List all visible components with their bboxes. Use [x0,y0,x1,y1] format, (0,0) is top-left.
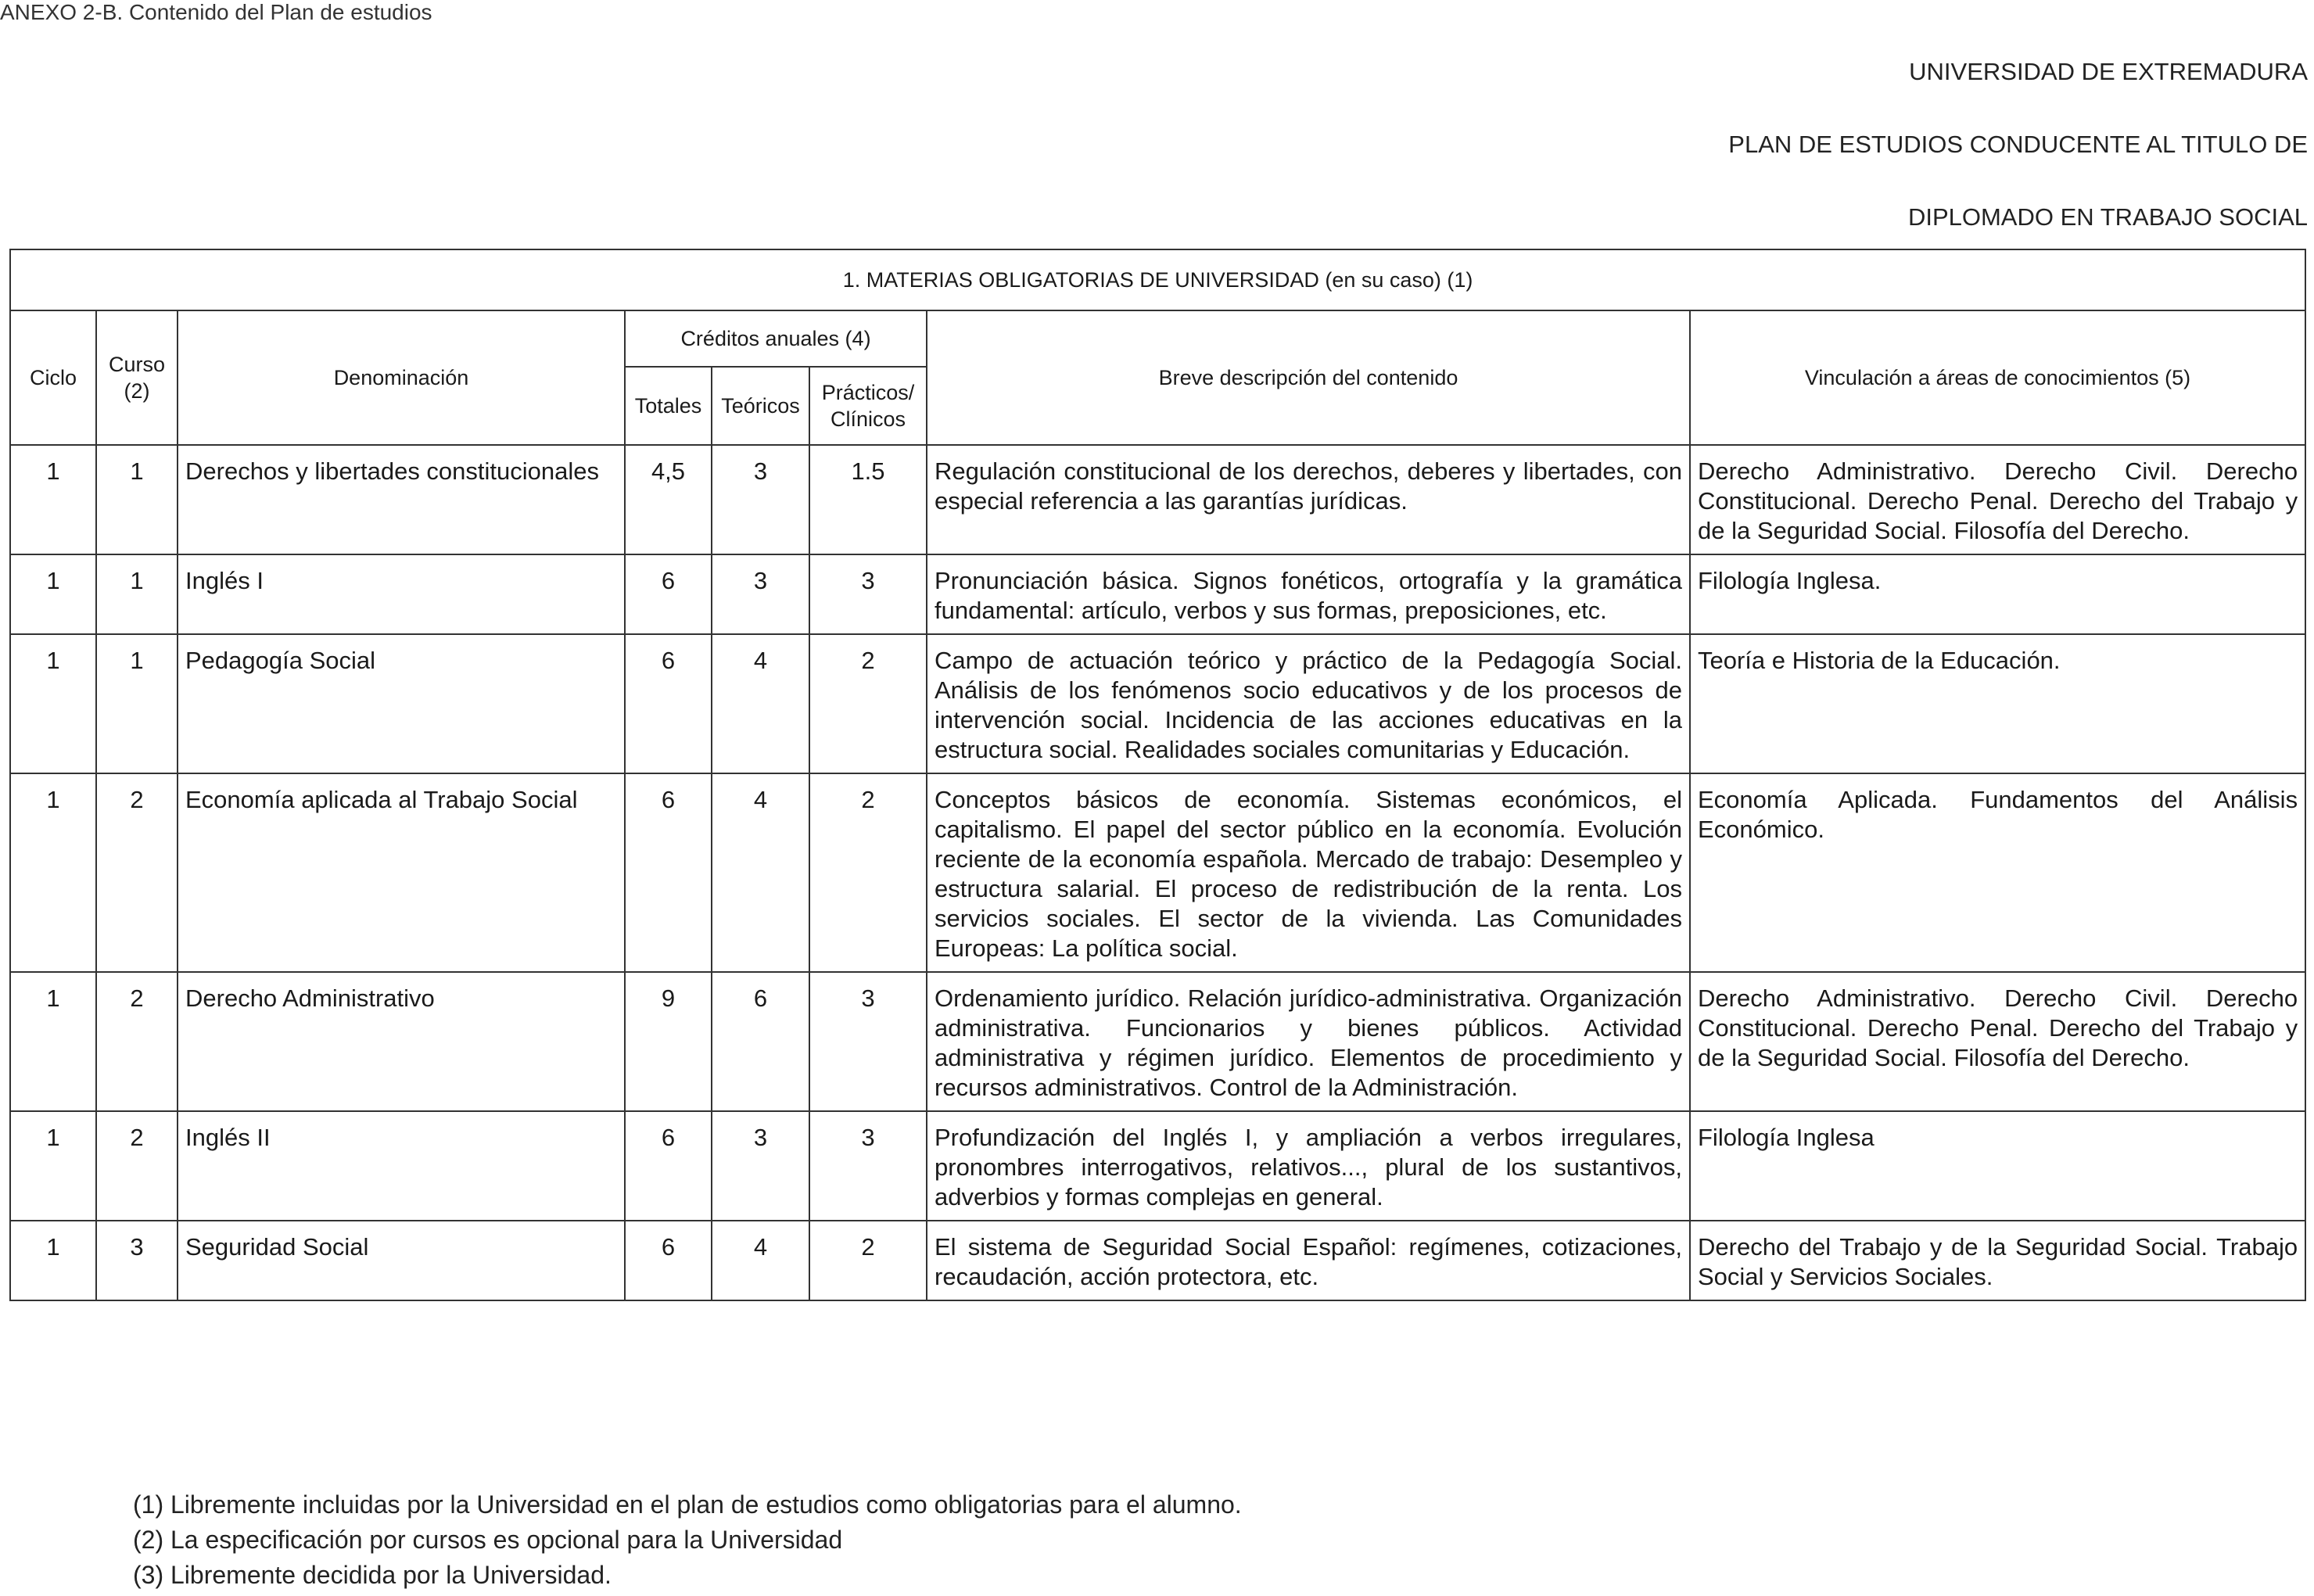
table-row [10,773,2305,972]
cell-totales: 6 [625,1221,712,1300]
cell-ciclo: 1 [10,1221,96,1300]
cell-ciclo: 1 [10,773,96,972]
cell-vinculacion: Teoría e Historia de la Educación. [1690,634,2305,773]
cell-totales: 6 [625,1111,712,1221]
cell-ciclo: 1 [10,972,96,1111]
cell-descripcion: El sistema de Seguridad Social Español: regímenes, cotizaciones, recaudación, acción protectora, etc. [927,1221,1690,1300]
cell-curso: 2 [96,972,178,1111]
col-header-denominacion: Denominación [178,310,625,445]
table-row [10,972,2305,1111]
cell-vinculacion: Filología Inglesa. [1690,554,2305,634]
col-header-totales: Totales [625,367,712,445]
col-header-practicos: Prácticos/ Clínicos [809,367,927,445]
cell-descripcion: Campo de actuación teórico y práctico de la Pedagogía Social. Análisis de los fenómenos socio educativos y de los procesos de intervención social. Incidencia de las acciones educativas en la estructura social. Realidades sociales comunitarias y Educación. [927,634,1690,773]
cell-descripcion: Ordenamiento jurídico. Relación jurídico-administrativa. Organización administrativa. Funcionarios y bienes públicos. Actividad administrativa y régimen jurídico. Elementos de procedimiento y recursos administrativos. Control de la Administración. [927,972,1690,1111]
table-row [10,554,2305,634]
document-header [1728,53,2308,235]
cell-curso: 2 [96,1111,178,1221]
table-body [10,445,2305,1300]
cell-denominacion: Inglés II [178,1111,625,1221]
plan-line: PLAN DE ESTUDIOS CONDUCENTE AL TITULO DE [1728,131,2308,158]
cell-descripcion: Regulación constitucional de los derechos, deberes y libertades, con especial referencia a las garantías jurídicas. [927,445,1690,554]
cell-teoricos: 6 [712,972,809,1111]
cell-denominacion: Derecho Administrativo [178,972,625,1111]
cell-practicos: 2 [809,773,927,972]
cell-ciclo: 1 [10,634,96,773]
cell-practicos: 2 [809,1221,927,1300]
cell-ciclo: 1 [10,1111,96,1221]
cell-curso: 3 [96,1221,178,1300]
cell-totales: 6 [625,773,712,972]
cell-teoricos: 4 [712,1221,809,1300]
cell-vinculacion: Filología Inglesa [1690,1111,2305,1221]
cell-denominacion: Seguridad Social [178,1221,625,1300]
cell-ciclo: 1 [10,445,96,554]
cell-practicos: 3 [809,1111,927,1221]
cell-teoricos: 3 [712,554,809,634]
cell-ciclo: 1 [10,554,96,634]
cell-teoricos: 3 [712,1111,809,1221]
cell-curso: 2 [96,773,178,972]
col-header-ciclo: Ciclo [10,310,96,445]
cell-denominacion: Inglés I [178,554,625,634]
university-name: UNIVERSIDAD DE EXTREMADURA [1909,58,2308,85]
footnotes [133,1487,1242,1593]
cell-practicos: 2 [809,634,927,773]
cell-totales: 9 [625,972,712,1111]
cell-curso: 1 [96,634,178,773]
cell-curso: 1 [96,445,178,554]
subjects-table [9,249,2306,1301]
table-title: 1. MATERIAS OBLIGATORIAS DE UNIVERSIDAD (en su caso) (1) [10,249,2305,310]
cell-teoricos: 3 [712,445,809,554]
cell-teoricos: 4 [712,773,809,972]
footnote-3: (3) Libremente decidida por la Universidad. [133,1561,612,1589]
annex-label: ANEXO 2-B. Contenido del Plan de estudios [0,0,432,24]
cell-vinculacion: Derecho Administrativo. Derecho Civil. Derecho Constitucional. Derecho Penal. Derecho del Trabajo y de la Seguridad Social. Filosofía del Derecho. [1690,972,2305,1111]
cell-vinculacion: Derecho Administrativo. Derecho Civil. Derecho Constitucional. Derecho Penal. Derecho del Trabajo y de la Seguridad Social. Filosofía del Derecho. [1690,445,2305,554]
cell-descripcion: Pronunciación básica. Signos fonéticos, ortografía y la gramática fundamental: artículo, verbos y sus formas, preposiciones, etc. [927,554,1690,634]
cell-teoricos: 4 [712,634,809,773]
cell-vinculacion: Economía Aplicada. Fundamentos del Análisis Económico. [1690,773,2305,972]
cell-denominacion: Pedagogía Social [178,634,625,773]
degree-title: DIPLOMADO EN TRABAJO SOCIAL [1907,203,2308,231]
cell-curso: 1 [96,554,178,634]
col-header-curso: Curso (2) [96,310,178,445]
footnote-2: (2) La especificación por cursos es opcional para la Universidad [133,1526,843,1554]
cell-descripcion: Profundización del Inglés I, y ampliación a verbos irregulares, pronombres interrogativos, relativos..., plural de los sustantivos, adverbios y formas complejas en general. [927,1111,1690,1221]
table-row [10,445,2305,554]
cell-denominacion: Derechos y libertades constitucionales [178,445,625,554]
cell-practicos: 3 [809,972,927,1111]
cell-practicos: 1.5 [809,445,927,554]
cell-denominacion: Economía aplicada al Trabajo Social [178,773,625,972]
cell-totales: 6 [625,634,712,773]
table-row [10,1111,2305,1221]
table-row [10,1221,2305,1300]
cell-practicos: 3 [809,554,927,634]
cell-totales: 4,5 [625,445,712,554]
cell-vinculacion: Derecho del Trabajo y de la Seguridad Social. Trabajo Social y Servicios Sociales. [1690,1221,2305,1300]
cell-totales: 6 [625,554,712,634]
footnote-1: (1) Libremente incluidas por la Universidad en el plan de estudios como obligatorias para el alumno. [133,1490,1242,1519]
col-header-vinculacion: Vinculación a áreas de conocimientos (5) [1690,310,2305,445]
col-header-creditos: Créditos anuales (4) [625,310,927,367]
col-header-descripcion: Breve descripción del contenido [927,310,1690,445]
cell-descripcion: Conceptos básicos de economía. Sistemas económicos, el capitalismo. El papel del sector público en la economía. Evolución reciente de la economía española. Mercado de trabajo: Desempleo y estructura salarial. El proceso de redistribución de la renta. Los servicios sociales. El sector de la vivienda. Las Comunidades Europeas: La política social. [927,773,1690,972]
col-header-teoricos: Teóricos [712,367,809,445]
table-row [10,634,2305,773]
